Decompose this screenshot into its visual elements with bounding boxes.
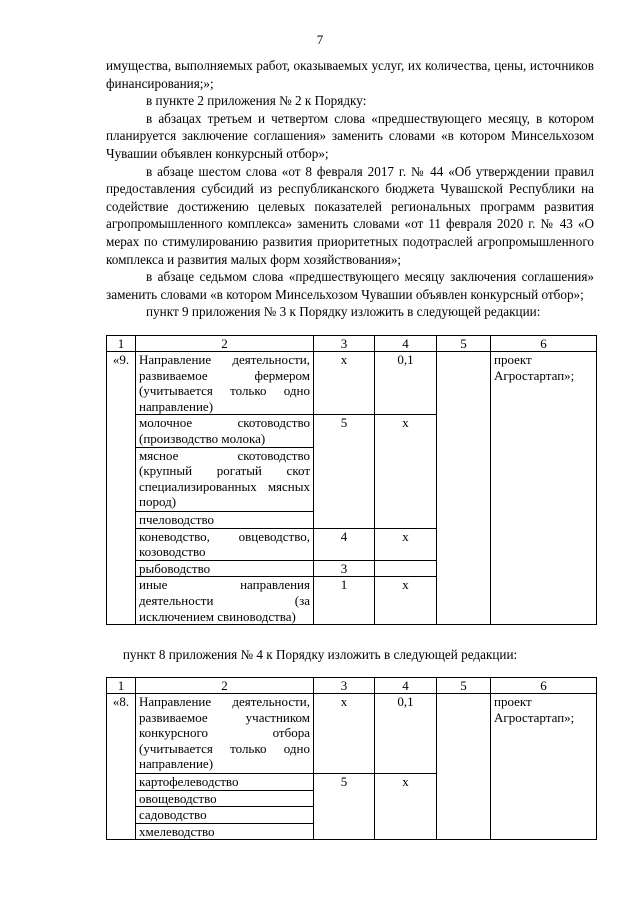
paragraph: в абзаце седьмом слова «предшествующего месяцу заключения соглашения» заменить словами «в котором Минсельхозом Чувашии объявлен конкурсный отбор»; [106,269,594,302]
column-header: 2 [136,678,314,694]
direction-item: хмелеводство [136,823,314,840]
column-header: 3 [314,336,375,352]
direction-item: картофелеводство [136,774,314,791]
column-header: 6 [491,678,597,694]
paragraph: пункт 8 приложения № 4 к Порядку изложить в следующей редакции: [122,647,518,662]
cell-col4: 0,1 [375,694,437,774]
cell-col3: 4 [314,528,375,560]
body-text [106,57,594,321]
column-header: 6 [491,336,597,352]
project-cell: проект Агростартап»; [491,352,597,625]
cell-col3: 5 [314,774,375,840]
paragraph: имущества, выполняемых работ, оказываемых услуг, их количества, цены, источников финансирования;»; [106,58,594,91]
cell-col4: х [375,528,437,560]
cell-col4: х [375,577,437,625]
table-row [107,352,597,415]
column-header: 4 [375,678,437,694]
direction-item: рыбоводство [136,560,314,577]
cell-col3: 3 [314,560,375,577]
cell-col5 [437,694,491,840]
table-appendix-3-point-9 [106,335,597,625]
cell-col3: 1 [314,577,375,625]
cell-col3: 5 [314,415,375,528]
item-number: «9. [107,352,136,625]
column-header: 5 [437,678,491,694]
direction-item: мясное скотоводство (крупный рогатый скот специализированных мясных пород) [136,447,314,511]
column-header: 5 [437,336,491,352]
cell-col4: х [375,774,437,840]
cell-col4 [375,560,437,577]
direction-label: Направление деятельности, развиваемое участником конкурсного отбора (учитывается только одно направление) [136,694,314,774]
table-appendix-4-point-8 [106,677,597,840]
header-row [107,678,597,694]
cell-col4: 0,1 [375,352,437,415]
direction-item: садоводство [136,807,314,824]
column-header: 1 [107,336,136,352]
direction-label: Направление деятельности, развиваемое фермером (учитывается только одно направление) [136,352,314,415]
paragraph: в абзаце шестом слова «от 8 февраля 2017 г. № 44 «Об утверждении правил предоставления субсидий из республиканского бюджета Чувашской Республики на содействие достижению целевых показателей региональных программ развития агропромышленного комплекса» заменить словами «от 11 февраля 2020 г. № 43 «О мерах по стимулированию развития приоритетных подотраслей агропромышленного комплекса и развития малых форм хозяйствования»; [106,163,594,267]
direction-item: коневодство, овцеводство, козоводство [136,528,314,560]
direction-item: иные направления деятельности (за исключением свиноводства) [136,577,314,625]
table-row [107,694,597,774]
item-number: «8. [107,694,136,840]
paragraph: пункт 9 приложения № 3 к Порядку изложить в следующей редакции: [146,304,541,320]
cell-col3: х [314,694,375,774]
cell-col3: х [314,352,375,415]
direction-item: овощеводство [136,790,314,807]
column-header: 4 [375,336,437,352]
direction-item: молочное скотоводство (производство молока) [136,415,314,447]
paragraph: в пункте 2 приложения № 2 к Порядку: [146,93,367,109]
page-number: 7 [316,32,324,47]
direction-item: пчеловодство [136,511,314,528]
column-header: 1 [107,678,136,694]
header-row [107,336,597,352]
column-header: 3 [314,678,375,694]
cell-col5 [437,352,491,625]
column-header: 2 [136,336,314,352]
project-cell: проект Агростартап»; [491,694,597,840]
paragraph: в абзацах третьем и четвертом слова «предшествующего месяцу, в котором планируется заключение соглашения» заменить словами «в котором Минсельхозом Чувашии объявлен конкурсный отбор»; [106,110,594,161]
cell-col4: х [375,415,437,528]
